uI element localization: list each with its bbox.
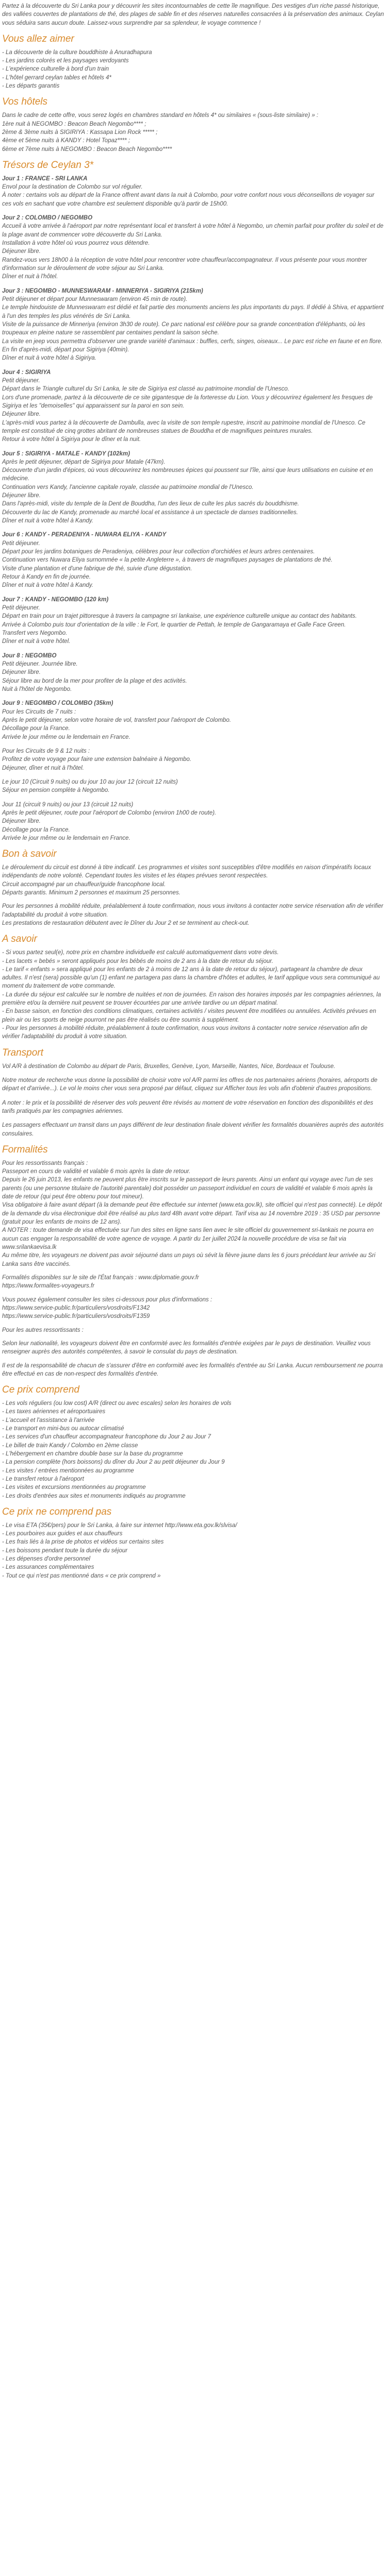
intro-paragraph: Partez à la découverte du Sri Lanka pour y découvrir les sites incontournables de cette île magnifique. Des vestiges d'un riche passé historique, des vallées couvertes de plantations de thé, des plages de sable fin et des réserves naturelles consacrées à la préservation des animaux. Ceylan vous séduira sans aucun doute. Laissez-vous surprendre par sa splendeur, le voyage commence ! [2, 3, 384, 26]
ce-prix-ne-comprend-pas-line: - Le visa ETA (35€/pers) pour le Sri Lanka, à faire sur internet http://www.eta.gov.lk/slvisa/ [2, 1522, 237, 1529]
formalites-line: Visa obligatoire à faire avant départ (à la demande peut être effectuée sur internet (www.eta.gov.lk), site officiel qui n'est pas connecté). Le dépôt de la demande du visa électronique doit être réalisé au plus tard 48h avant votre départ. Tarif visa au 14 novembre 2019 : 35 USD par personne (gratuit pour les enfants de moins de 12 ans). [2, 1202, 382, 1225]
vous-allez-aimer-line: - L'hôtel gerrard ceylan tables et hôtels 4* [2, 74, 111, 81]
itinerary-day [2, 699, 385, 741]
itinerary-day-heading: Jour 9 : NEGOMBO / COLOMBO (35km) [2, 700, 113, 707]
itinerary-day-text: Visite d'une plantation et d'une fabrique de thé, suivie d'une dégustation. [2, 565, 192, 572]
bon-a-savoir-text [2, 863, 385, 927]
itinerary-day-text: Lors d'une promenade, partez à la découverte de ce site gigantesque de la forteresse du Lion. Vous y découvrirez également les fresques de Sigiriya et les "demoiselles" qui apparaissent sur la paroi en son sein. [2, 394, 373, 409]
ce-prix-comprend-line: - Le transfert retour à l'aéroport [2, 1476, 84, 1482]
transport-line: Les passagers effectuant un transit dans un pays différent de leur destination finale doivent vérifier les formalités douanières auprès des autorités consulaires. [2, 1122, 384, 1137]
formalites-line: Formalités disponibles sur le site de l'État français : www.diplomatie.gouv.fr [2, 1274, 199, 1281]
vous-allez-aimer-line: - Les départs garantis [2, 83, 60, 90]
ce-prix-comprend-line: - Le billet de train Kandy / Colombo en 2ème classe [2, 1442, 138, 1449]
ce-prix-comprend-line: - Les taxes aériennes et aéroportuaires [2, 1409, 106, 1415]
itinerary-day-text: Après le petit déjeuner, selon votre horaire de vol, transfert pour l'aéroport de Colombo. [2, 717, 231, 724]
itinerary-day-text: Petit déjeuner. [2, 605, 40, 612]
itinerary-day-text: Départ pour les jardins botaniques de Peradeniya, célèbres pour leur collection d'orchidées et leurs arbres centenaires. [2, 549, 315, 555]
itinerary-day-text: Profitez de votre voyage pour faire une extension balnéaire à Negombo. [2, 756, 191, 763]
itinerary-day-heading: Jour 6 : KANDY - PERADENIYA - NUWARA ELIYA - KANDY [2, 532, 167, 538]
itinerary-day [2, 596, 385, 646]
itinerary-day-text: Nuit à l'hôtel de Negombo. [2, 686, 72, 693]
itinerary-day-text: Déjeuner libre. [2, 818, 41, 825]
transport-line: A noter : le prix et la possibilité de réserver des vols peuvent être révisés au moment de votre réservation en fonction des disponibilités et des tarifs pratiqués par les compagnies aériennes. [2, 1099, 373, 1114]
hotels-list [2, 111, 385, 154]
itinerary-day-text: Pour les Circuits de 7 nuits : [2, 708, 76, 715]
itinerary-day-text: Après le petit déjeuner, route pour l'aéroport de Colombo (environ 1h00 de route). [2, 809, 217, 816]
spacer [2, 1357, 385, 1362]
itinerary-day-heading: Jour 5 : SIGIRIYA - MATALE - KANDY (102km) [2, 450, 130, 457]
bon-a-savoir-line: Circuit accompagné par un chauffeur/guide francophone local. [2, 881, 166, 888]
section-title-tresors: Trésors de Ceylan 3* [2, 159, 94, 171]
itinerary-day [2, 747, 385, 772]
formalites-line: A NOTER : toute demande de visa effectuée sur l'un des sites en ligne sans lien avec le site officiel du gouvernement sri-lankais ne pourra en aucun cas engager la responsabilité de votre agence de voyage. A partir du 1er juillet 2024 la nouvelle procédure de visa se fait via www.srilankaevisa.lk [2, 1227, 374, 1250]
itinerary-day-text: Après le petit déjeuner, départ de Sigiriya pour Matale (47km). [2, 459, 166, 465]
bon-a-savoir-line: Les prestations de restauration débutent avec le Dîner du Jour 2 et se terminent au check-out. [2, 920, 250, 927]
itinerary-day-heading: Jour 7 : KANDY - NEGOMBO (120 km) [2, 596, 109, 603]
ce-prix-ne-comprend-pas-line: - Les dépenses d'ordre personnel [2, 1556, 90, 1563]
transport-line: Vol A/R à destination de Colombo au départ de Paris, Bruxelles, Genève, Lyon, Marseille, Nantes, Nice, Bordeaux et Toulouse. [2, 1063, 336, 1070]
vos-hotels-line: 2ème & 3ème nuits à SIGIRIYA : Kassapa Lion Rock ***** ; [2, 129, 158, 135]
ce-prix-comprend-line: - Les visites et excursions mentionnées au programme [2, 1484, 146, 1491]
itinerary-day-text: Découverte d'un jardin d'épices, où vous découvrirez les nombreuses épices qui poussent sur l'île, ainsi que leurs utilisations en cuisine et en médecine. [2, 467, 373, 482]
formalites-line: Vous pouvez également consulter les sites ci-dessous pour plus d'informations : [2, 1296, 213, 1303]
section-title-transport: Transport [2, 1047, 43, 1058]
itinerary-day-text: Découverte du lac de Kandy, promenade au marché local et assistance à un spectacle de danses traditionnelles. [2, 509, 298, 516]
itinerary-day [2, 531, 385, 589]
itinerary-day-text: Séjour en pension complète à Negombo. [2, 787, 110, 794]
intro-text [2, 2, 385, 27]
ce-prix-ne-comprend-pas-line: - Les boissons pendant toute la durée du séjour [2, 1547, 127, 1554]
ce-prix-comprend-line: - L'accueil et l'assistance à l'arrivée [2, 1417, 95, 1423]
itinerary-day-text: Dîner et nuit à votre hôtel à Kandy. [2, 582, 93, 589]
spacer [2, 897, 385, 902]
transport-line: Notre moteur de recherche vous donne la possibilité de choisir votre vol A/R parmi les offres de nos partenaires aériens (horaires, aéroports de départ et d'arrivée...). Le vol le moins cher vous sera proposé par défaut, cliquez sur Afficher tous les vols afin d'obtenir d'autres propositions. [2, 1077, 378, 1092]
itinerary-day-text: Visite de la puissance de Minneriya (environ 3h30 de route). Ce parc national est célèbre pour sa grande concentration d'éléphants, où les troupeaux en pleine nature se rassemblent par centaines pendant la saison sèche. [2, 321, 365, 336]
itinerary-day-text: Jour 11 (circuit 9 nuits) ou jour 13 (circuit 12 nuits) [2, 801, 134, 808]
a-savoir-line: - Les lacets « bebés » seront appliqués pour les bébés de moins de 2 ans à la date de retour du séjour. [2, 958, 273, 964]
itinerary-day-text: Accueil à votre arrivée à l'aéroport par notre représentant local et transfert à votre hôtel à Negombo, un chemin parfait pour profiter du soleil et de la plage avant de commencer votre découverte du Sri Lanka. [2, 223, 384, 238]
itinerary-day-heading: Jour 4 : SIGIRIYA [2, 369, 51, 376]
section-title-vos-hotels: Vos hôtels [2, 96, 48, 108]
itinerary-day-text: Décollage pour la France. [2, 725, 70, 732]
itinerary-day-text: Continuation vers Kandy, l'ancienne capitale royale, classée au patrimoine mondial de l'Unesco. [2, 484, 254, 490]
transport-text [2, 1062, 385, 1138]
itinerary-day [2, 450, 385, 526]
itinerary-day-text: À noter : certains vols au départ de la France offrent avant dans la nuit à Colombo, pour votre confort nous vous déconseillons de voyager sur ces vols en sachant que votre chambre est seulement disponible qu'à partir de 15h00. [2, 192, 374, 207]
itinerary-day-heading: Jour 8 : NEGOMBO [2, 652, 57, 659]
a-savoir-line: - Pour les personnes à mobilité réduite, préalablement à toute confirmation, nous vous invitons à contacter notre service réservation afin de vérifier l'adaptabilité du produit à votre situation. [2, 1025, 368, 1040]
itinerary-day-text: Dîner et nuit à votre hôtel. [2, 638, 71, 645]
highlights-list [2, 48, 385, 91]
itinerary-day-text: Transfert vers Negombo. [2, 630, 68, 637]
section-title-formalites: Formalités [2, 1144, 48, 1155]
itinerary-day-text: Le jour 10 (Circuit 9 nuits) ou du jour 10 au jour 12 (circuit 12 nuits) [2, 778, 178, 785]
section-title-a-savoir: A savoir [2, 934, 37, 945]
itinerary-day [2, 778, 385, 795]
a-savoir-line: - En basse saison, en fonction des conditions climatiques, certaines activités / visites peuvent être modifiées ou annulées. Activités prévues en plein air ou les sports de neige pourront ne pas être réalisés ou être soumis à supplément. [2, 1008, 377, 1023]
ce-prix-ne-comprend-pas-line: - Tout ce qui n'est pas mentionné dans « ce prix comprend » [2, 1572, 161, 1579]
itinerary-day-text: Déjeuner libre. [2, 669, 41, 676]
itinerary-day-text: Dîner et nuit à votre hôtel à Sigiriya. [2, 355, 96, 362]
formalites-text [2, 1159, 385, 1379]
formalites-line: Au même titre, les voyageurs ne doivent pas avoir séjourné dans un pays où sévit la fièvre jaune dans les 6 jours précédant leur arrivée au Sri Lanka sans être vaccinés. [2, 1252, 376, 1267]
ce-prix-ne-comprend-pas-line: - Les pourboires aux guides et aux chauffeurs [2, 1531, 123, 1537]
bon-a-savoir-line: Départs garantis. Minimum 2 personnes et maximum 25 personnes. [2, 890, 181, 896]
itinerary-day-text: Retour à votre hôtel à Sigiriya pour le dîner et la nuit. [2, 436, 141, 443]
itinerary-day-text: Départ dans le Triangle culturel du Sri Lanka, le site de Sigiriya est classé au patrimoine mondial de l'Unesco. [2, 386, 289, 393]
formalites-line: Depuis le 26 juin 2013, les enfants ne peuvent plus être inscrits sur le passeport de leurs parents. Ainsi un enfant qui voyage avec l'un de ses parents (ou une personne titulaire de l'autorité parentale) doit posséder un passeport individuel en cours de validité et valable 6 mois après la date de retour (qui peut être obtenu pour tout mineur). [2, 1177, 373, 1200]
itinerary-day-text: Petit déjeuner et départ pour Munneswaram (environ 45 min de route). [2, 296, 188, 302]
a-savoir-line: - La durée du séjour est calculée sur le nombre de nuitées et non de journées. En raison des horaires imposés par les compagnies aériennes, la première et/ou la dernière nuit peuvent se trouver écourtées par une arrivée tardive ou un départ matinal. [2, 991, 381, 1007]
formalites-line: https://www.formalites-voyageurs.fr [2, 1283, 94, 1290]
ce-prix-comprend-line: - Les droits d'entrées aux sites et monuments indiqués au programme [2, 1493, 186, 1499]
itinerary-day [2, 214, 385, 281]
itinerary-day-text: Installation à votre hôtel où vous pourrez vous détendre. [2, 240, 150, 246]
itinerary-day-heading: Jour 2 : COLOMBO / NEGOMBO [2, 214, 93, 221]
itinerary-day-text: Envol pour la destination de Colombo sur vol régulier. [2, 183, 143, 190]
bon-a-savoir-line: Pour les personnes à mobilité réduite, préalablement à toute confirmation, nous vous invitons à contacter notre service réservation afin de vérifier l'adaptabilité du produit à votre situation. [2, 903, 383, 918]
itinerary-day-text: Déjeuner libre. [2, 248, 41, 255]
ce-prix-comprend-line: - L'hébergement en chambre double base sur la base du programme [2, 1450, 183, 1457]
vous-allez-aimer-line: - La découverte de la culture bouddhiste à Anuradhapura [2, 49, 152, 56]
itinerary-day [2, 368, 385, 444]
spacer [2, 1291, 385, 1296]
section-title-bon-a-savoir: Bon à savoir [2, 849, 57, 860]
vos-hotels-line: 6ème et 7ème nuits à NEGOMBO : Beacon Beach Negombo**** [2, 146, 172, 152]
itinerary-day-text: Arrivée à Colombo puis tour d'orientation de la ville : le Fort, le quartier de Pettah, le temple de Gangaramaya et Galle Face Green. [2, 621, 346, 628]
itinerary-day-text: Petit déjeuner. [2, 377, 40, 384]
section-title-ce-prix-ne-comprend-pas: Ce prix ne comprend pas [2, 1506, 112, 1517]
section-title-vous-allez-aimer: Vous allez aimer [2, 33, 74, 44]
itinerary-day [2, 801, 385, 843]
itinerary-day-text: Déjeuner libre. [2, 493, 41, 499]
itinerary-day-text: Arrivée le jour même ou le lendemain en France. [2, 734, 131, 740]
spacer [2, 1334, 385, 1340]
a-savoir-text [2, 948, 385, 1041]
spacer [2, 1268, 385, 1274]
formalites-line: https://www.service-public.fr/particuliers/vosdroits/F1359 [2, 1313, 150, 1320]
itinerary [2, 175, 385, 843]
itinerary-day-text: Déjeuner libre. [2, 411, 41, 418]
itinerary-day-heading: Jour 3 : NEGOMBO - MUNNESWARAM - MINNERIYA - SIGIRIYA (215km) [2, 287, 203, 294]
vos-hotels-line: 4ème et 5ème nuits à KANDY : Hotel Topaz**** ; [2, 138, 131, 144]
ce-prix-comprend-line: - Les vols réguliers (ou low cost) A/R (direct ou avec escales) selon les horaires de vols [2, 1400, 232, 1407]
price-excludes-list [2, 1521, 385, 1580]
vos-hotels-line: Dans le cadre de cette offre, vous serez logés en chambres standard en hôtels 4* ou similaires « (sous-liste similaire) » : [2, 112, 318, 119]
ce-prix-comprend-line: - Les services d'un chauffeur accompagnateur francophone du Jour 2 au Jour 7 [2, 1434, 211, 1440]
formalites-line: Il est de la responsabilité de chacun de s'assurer d'être en conformité avec les formalités d'entrée au Sri Lanka. Aucun remboursement ne pourra être effectué en cas de non-respect des formalités d'entrée. [2, 1362, 383, 1377]
itinerary-day-text: Retour à Kandy en fin de journée. [2, 574, 91, 581]
spacer [2, 1321, 385, 1326]
vous-allez-aimer-line: - Les jardins colorés et les paysages verdoyants [2, 58, 129, 64]
itinerary-day-text: Départ en train pour un trajet pittoresque à travers la campagne sri lankaise, une expérience culturelle unique au contact des habitants. [2, 613, 357, 620]
ce-prix-ne-comprend-pas-line: - Les frais liés à la prise de photos et vidéos sur certains sites [2, 1539, 164, 1546]
itinerary-day-text: La visite en jeep vous permettra d'observer une grande variété d'animaux : buffles, cerfs, singes, oiseaux... Le parc est riche en faune et en flore. [2, 338, 383, 345]
itinerary-day-text: Petit déjeuner. [2, 540, 40, 547]
ce-prix-comprend-line: - Les visites / entrées mentionnées au programme [2, 1467, 134, 1474]
itinerary-day-text: Continuation vers Nuwara Eliya surnommée « la petite Angleterre », à travers de magnifiques paysages de plantations de thé. [2, 557, 333, 564]
itinerary-day-text: Le temple hindouiste de Munneswaram est dédié et fait partie des monuments anciens les plus importants du pays. Il dédié à Shiva, et appartient à l'un des temples les plus vénérés de Sri Lanka. [2, 304, 384, 319]
itinerary-day [2, 175, 385, 208]
itinerary-day [2, 287, 385, 363]
vos-hotels-line: 1ère nuit à NEGOMBO : Beacon Beach Negombo**** ; [2, 121, 146, 127]
itinerary-day-text: En fin d'après-midi, départ pour Sigiriya (40min). [2, 346, 129, 353]
itinerary-day-text: Pour les Circuits de 9 & 12 nuits : [2, 748, 90, 754]
a-savoir-line: - Si vous partez seul(e), notre prix en chambre individuelle est calculé automatiquement dans votre devis. [2, 950, 279, 956]
itinerary-day [2, 652, 385, 694]
itinerary-day-text: Déjeuner, dîner et nuit à l'hôtel. [2, 765, 84, 771]
bon-a-savoir-line: Le déroulement du circuit est donné à titre indicatif. Les programmes et visites sont susceptibles d'être modifiés en raison d'impératifs locaux indépendants de notre volonté. Cependant toutes les visites et les étapes prévues seront respectées. [2, 865, 371, 879]
a-savoir-line: - Le tarif « enfants » sera appliqué pour les enfants de 2 à moins de 12 ans à la date de retour du séjour), partageant la chambre de deux adultes. Il n'est (sera) possible qu'un (1) enfant ne partagera pas dans la chambre d'hôtes et adultes, le tarif applique vous sera communiqué au moment du traitement de votre commande. [2, 966, 380, 990]
itinerary-day-text: Arrivée le jour même ou le lendemain en France. [2, 835, 131, 841]
itinerary-day-text: Séjour libre au bord de la mer pour profiter de la plage et des activités. [2, 677, 187, 684]
itinerary-day-text: Décollage pour la France. [2, 826, 70, 833]
vous-allez-aimer-line: - L'expérience culturelle à bord d'un train [2, 66, 109, 73]
itinerary-day-text: Dans l'après-midi, visite du temple de la Dent de Bouddha, l'un des lieux de culte les plus sacrés du bouddhisme. [2, 501, 299, 507]
ce-prix-comprend-line: - Le transport en mini-bus ou autocar climatisé [2, 1426, 124, 1432]
formalites-line: Pour les ressortissants français : [2, 1160, 88, 1166]
section-title-ce-prix-comprend: Ce prix comprend [2, 1384, 79, 1396]
formalites-line: Selon leur nationalité, les voyageurs doivent être en conformité avec les formalités d'entrée exigées par le pays de destination. Veuillez vous renseigner auprès des autorités compétentes, à savoir le consulat du pays de destination. [2, 1340, 371, 1355]
formalites-line: Passeport en cours de validité et valable 6 mois après la date de retour. [2, 1168, 191, 1175]
itinerary-day-text: L'après-midi vous partez à la découverte de Dambulla, avec la visite de son temple rupestre, inscrit au patrimoine mondial de l'Unesco. Ce temple est constitué de cinq grottes abritant de nombreuses statues de Bouddha et de magnifiques peintures murales. [2, 419, 366, 434]
formalites-line: https://www.service-public.fr/particuliers/vosdroits/F1342 [2, 1304, 150, 1311]
ce-prix-ne-comprend-pas-line: - Les assurances complémentaires [2, 1564, 94, 1571]
formalites-line: Pour les autres ressortissants : [2, 1327, 84, 1333]
ce-prix-comprend-line: - La pension complète (hors boissons) du dîner du Jour 2 au petit déjeuner du Jour 9 [2, 1459, 225, 1466]
itinerary-day-heading: Jour 1 : FRANCE - SRI LANKA [2, 175, 88, 182]
itinerary-day-text: Randez-vous vers 18h00 à la réception de votre hôtel pour rencontrer votre chauffeur/accompagnateur. Il vous présente pour vous montrer d'information sur le déroulement de votre séjour au Sri Lanka. [2, 257, 367, 272]
price-includes-list [2, 1399, 385, 1500]
itinerary-day-text: Dîner et nuit à votre hôtel à Kandy. [2, 518, 93, 524]
itinerary-day-text: Petit déjeuner. Journée libre. [2, 661, 78, 668]
itinerary-day-text: Dîner et nuit à l'hôtel. [2, 274, 58, 280]
